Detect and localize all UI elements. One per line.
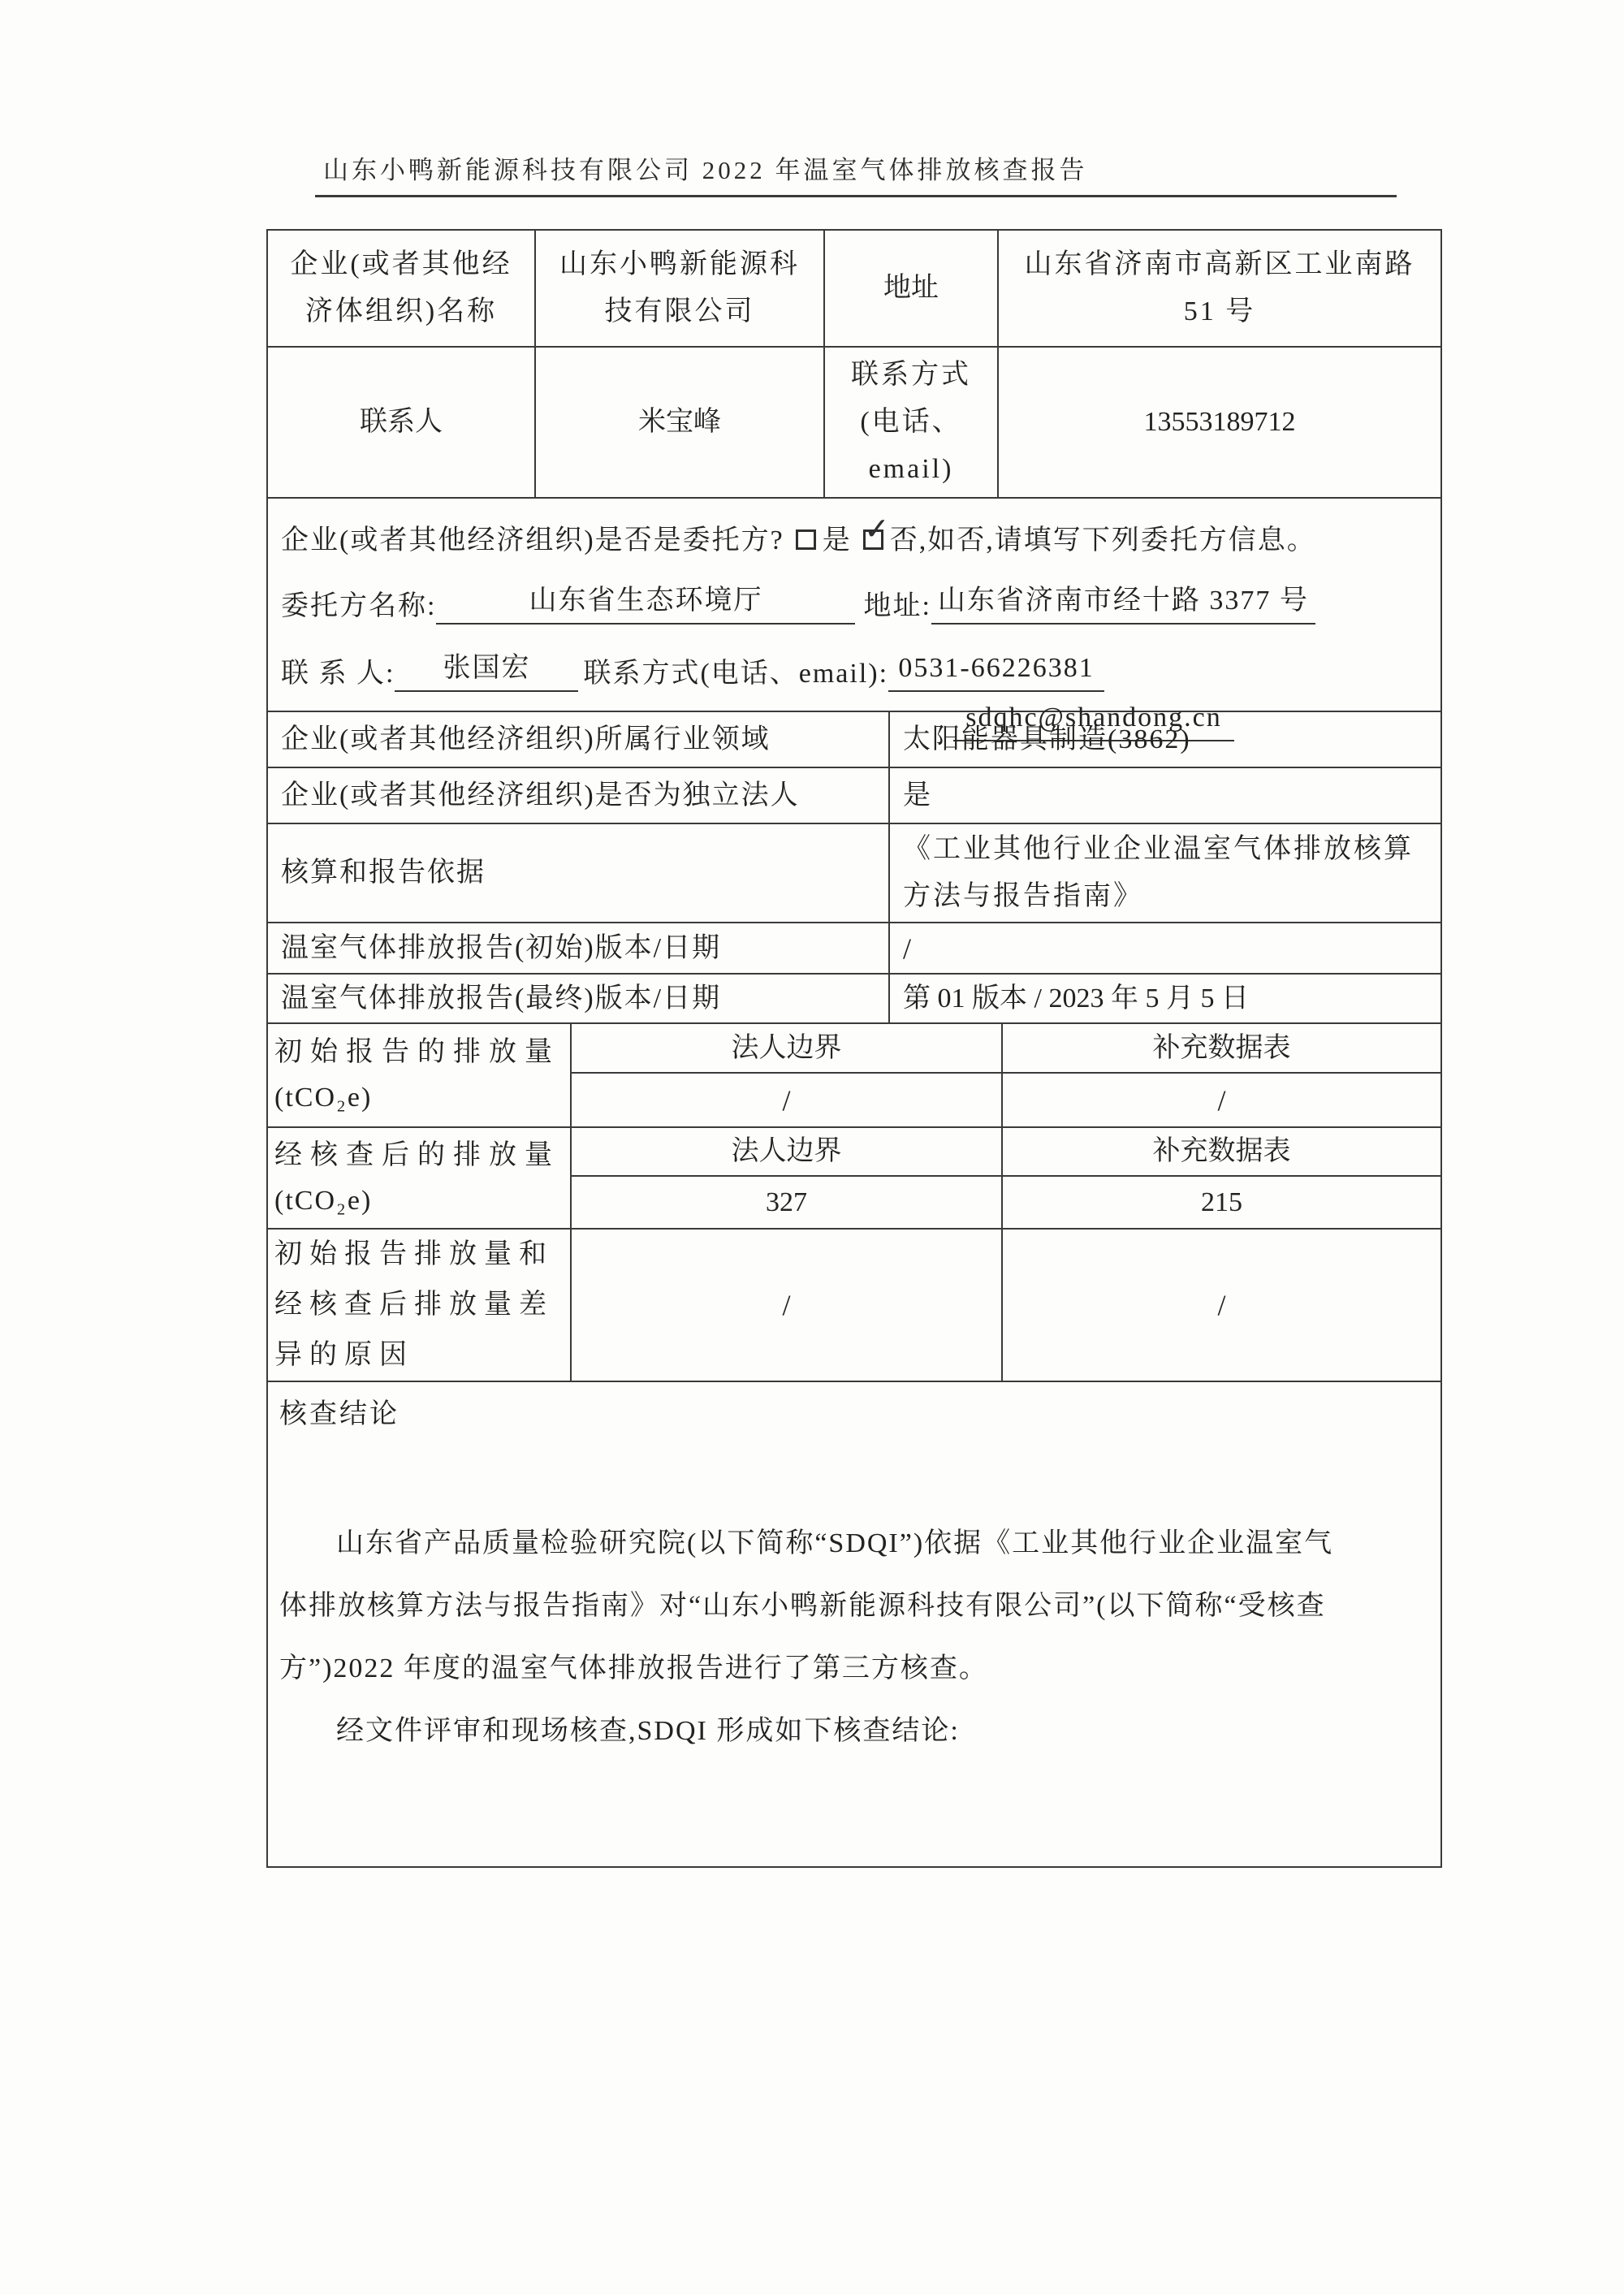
delegation-contact-phone: 0531-66226381 [888,650,1104,692]
legal-entity-value: 是 [903,780,931,810]
verified-emissions-col1-value: 327 [572,1177,1003,1228]
final-version-label: 温室气体排放报告(最终)版本/日期 [268,975,890,1022]
checkbox-yes-unchecked [796,529,816,550]
contact-phone: 13553189712 [1143,407,1296,437]
row-industry [268,712,1440,768]
initial-emissions-grid [572,1024,1440,1126]
conclusion-cell [268,1382,1440,1866]
contact-label: 联系人 [268,348,536,497]
delegation-client-line [281,583,1427,625]
final-version-value: 第 01 版本 / 2023 年 5 月 5 日 [903,983,1249,1014]
verified-emissions-label: 经核查后的排放量 (tCO₂e) [268,1128,572,1228]
conclusion-line: 山东省产品质量检验研究院(以下简称“SDQI”)依据《工业其他行业企业温室气 [336,1528,1334,1558]
delegation-question-line [281,511,1427,559]
row-delegation [268,499,1440,733]
client-name-label: 委托方名称: [281,591,437,621]
conclusion-label: 核查结论 [279,1399,400,1429]
delegation-contact-method-label: 联系方式(电话、email): [583,659,889,689]
verified-emissions-grid [572,1128,1440,1228]
address-value: 山东省济南市高新区工业南路 51 号 [1024,249,1415,326]
verified-emissions-col2-value: 215 [1201,1186,1242,1217]
initial-emissions-col1-header: 法人边界 [572,1024,1003,1072]
initial-emissions-label: 初始报告的排放量 (tCO₂e) [268,1024,572,1126]
initial-version-value: / [903,931,912,965]
delegation-contact-name: 张国宏 [395,650,578,692]
contact-method-label: 联系方式 (电话、 email) [825,348,999,497]
legal-entity-label: 企业(或者其他经济组织)是否为独立法人 [268,768,890,823]
row-final-version [268,975,1440,1024]
page-title: 山东小鸭新能源科技有限公司 2022 年温室气体排放核查报告 [323,156,1088,184]
title-underline [315,195,1397,197]
row-verified-emissions [268,1128,1440,1230]
delegation-contact-line [281,650,1427,692]
industry-value: 太阳能器具制造(3862) [903,724,1191,754]
checkbox-no-checked [863,511,892,550]
yes-label: 是 [822,525,852,555]
basis-label: 核算和报告依据 [268,824,890,922]
row-company [268,231,1440,348]
verified-emissions-col1-header: 法人边界 [572,1128,1003,1175]
row-difference [268,1230,1440,1382]
delegation-question: 企业(或者其他经济组织)是否是委托方? [281,525,784,555]
company-name-value: 山东小鸭新能源科 技有限公司 [536,231,825,346]
delegation-contact-email: sdqhc@shandong.cn [953,700,1234,741]
delegation-cell [268,499,1440,733]
row-basis [268,824,1440,923]
initial-emissions-col1-value: / [572,1074,1003,1126]
conclusion-line: 体排放核算方法与报告指南》对“山东小鸭新能源科技有限公司”(以下简称“受核查 [279,1591,1326,1621]
address-label: 地址 [825,231,999,346]
no-label: 否,如否,请填写下列委托方信息。 [889,525,1316,555]
initial-emissions-col2-value: / [1217,1083,1226,1117]
row-legal-entity [268,768,1440,824]
difference-label: 初始报告排放量和 经核查后排放量差 异的原因 [268,1230,572,1381]
conclusion-line: 经文件评审和现场核查,SDQI 形成如下核查结论: [336,1716,960,1746]
contact-name: 米宝峰 [536,348,825,497]
initial-version-label: 温室气体排放报告(初始)版本/日期 [268,923,890,973]
delegation-contact-label: 联 系 人: [281,659,395,689]
client-address-label: 地址: [863,591,931,621]
conclusion-body [279,1512,1429,1762]
verified-emissions-col2-header: 补充数据表 [1152,1136,1291,1166]
check-icon: ✓ [863,511,892,547]
client-name-value: 山东省生态环境厅 [436,583,855,625]
row-conclusion [268,1382,1440,1866]
row-initial-version [268,923,1440,975]
difference-col2-value: / [1217,1289,1226,1321]
row-initial-emissions [268,1024,1440,1128]
row-contact [268,348,1440,499]
basis-value: 《工业其他行业企业温室气体排放核算 方法与报告指南》 [903,834,1414,911]
conclusion-line: 方”)2022 年度的温室气体排放报告进行了第三方核查。 [279,1653,988,1683]
industry-label: 企业(或者其他经济组织)所属行业领域 [268,712,890,767]
initial-emissions-col2-header: 补充数据表 [1152,1032,1291,1063]
company-name-label: 企业(或者其他经 济体组织)名称 [268,231,536,346]
report-info-table [266,229,1442,1868]
difference-col1-value: / [572,1230,1003,1381]
client-address-value: 山东省济南市经十路 3377 号 [931,583,1315,625]
